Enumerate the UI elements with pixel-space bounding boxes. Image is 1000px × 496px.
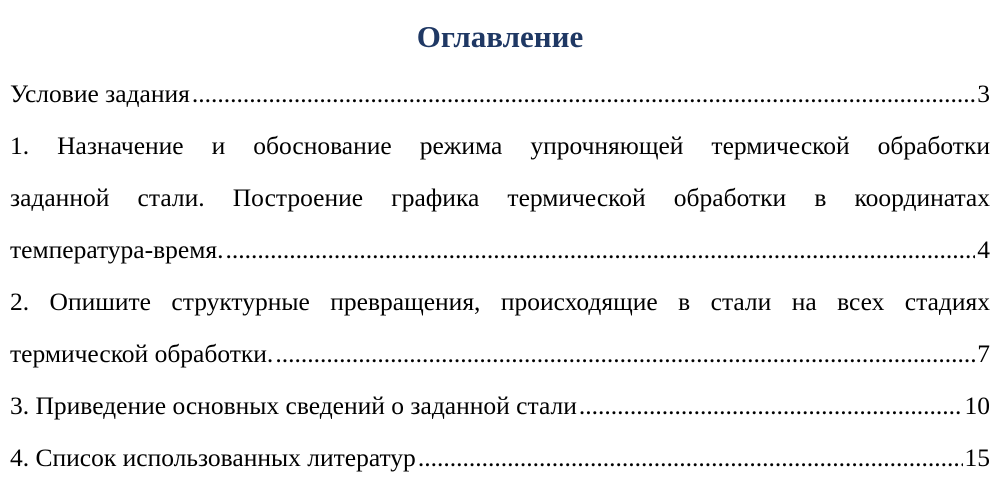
toc-entry-text: 4. Список использованных литератур bbox=[10, 443, 416, 472]
toc-entry-line bbox=[10, 389, 990, 423]
toc-page-number: 4 bbox=[977, 235, 990, 264]
toc-entry-text: 3. Приведение основных сведений о заданной стали bbox=[10, 391, 577, 420]
toc-entry-line bbox=[10, 441, 990, 475]
dot-leader bbox=[225, 233, 975, 267]
toc-entry-line-1: 2. Опишите структурные превращения, происходящие в стали на всех стадиях bbox=[10, 287, 990, 316]
toc-entry-line bbox=[10, 337, 990, 371]
toc-entry-structural-transformations[interactable] bbox=[10, 285, 990, 371]
toc-entry-line-2: заданной стали. Построение графика термической обработки в координатах bbox=[10, 183, 990, 212]
toc-entry-condition[interactable] bbox=[10, 77, 990, 111]
toc-entry-steel-info[interactable] bbox=[10, 389, 990, 423]
toc-entry-line-1: 1. Назначение и обоснование режима упрочняющей термической обработки bbox=[10, 131, 990, 160]
dot-leader bbox=[192, 77, 975, 111]
toc-entry-text: Условие задания bbox=[10, 79, 190, 108]
toc-page-number: 15 bbox=[964, 443, 990, 472]
dot-leader bbox=[579, 389, 963, 423]
toc-page-number: 7 bbox=[977, 339, 990, 368]
toc-list bbox=[10, 77, 990, 475]
toc-entry-text: термической обработки. bbox=[10, 339, 274, 368]
dot-leader bbox=[418, 441, 963, 475]
toc-title: Оглавление bbox=[416, 19, 584, 54]
toc-entry-line bbox=[10, 77, 990, 111]
toc-page-number: 10 bbox=[964, 391, 990, 420]
toc-entry-heat-treatment[interactable] bbox=[10, 129, 990, 267]
toc-entry-references[interactable] bbox=[10, 441, 990, 475]
toc-page-number: 3 bbox=[977, 79, 990, 108]
dot-leader bbox=[275, 337, 975, 371]
toc-entry-text: температура-время. bbox=[10, 235, 224, 264]
toc-entry-line bbox=[10, 233, 990, 267]
